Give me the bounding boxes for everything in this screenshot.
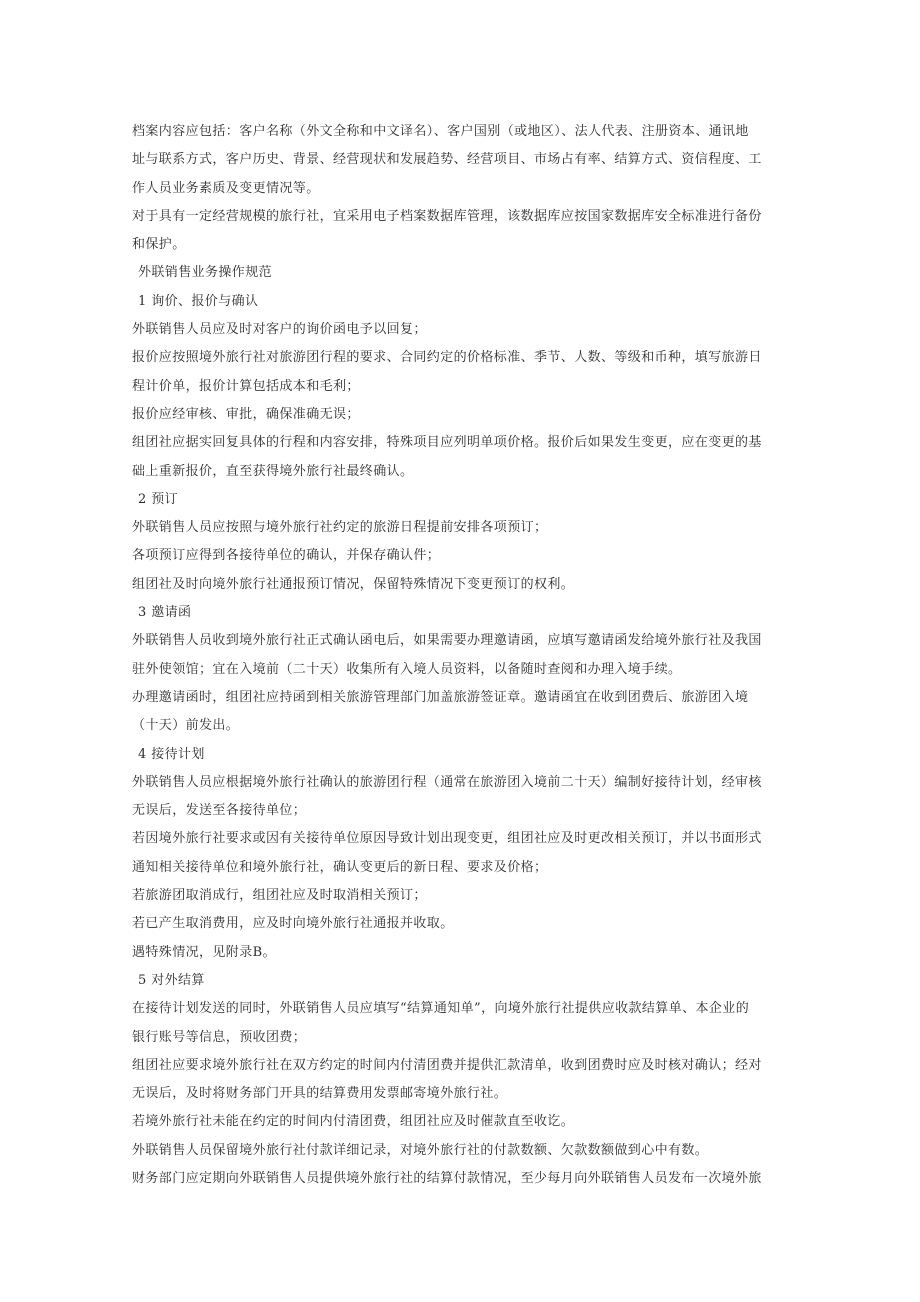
paragraph-line: 和保护。 (132, 237, 186, 253)
paragraph-line: 组团社应要求境外旅行社在双方约定的时间内付清团费并提供汇款清单，收到团费时应及时核对确认；经对 (132, 1057, 762, 1073)
paragraph-line: 遇特殊情况，见附录B。 (132, 944, 276, 960)
paragraph-line: 若旅游团取消成行，组团社应及时取消相关预订； (132, 888, 427, 904)
paragraph-line: 无误后，及时将财务部门开具的结算费用发票邮寄境外旅行社。 (132, 1086, 508, 1102)
paragraph-line: 对于具有一定经营规模的旅行社，宜采用电子档案数据库管理，该数据库应按国家数据库安全标准进行备份 (132, 208, 762, 224)
section-heading: 5 对外结算 (138, 972, 205, 988)
paragraph-line: 外联销售人员应及时对客户的询价函电予以回复； (132, 322, 427, 338)
paragraph-line: 组团社应据实回复具体的行程和内容安排，特殊项目应列明单项价格。报价后如果发生变更，应在变更的基 (132, 435, 762, 451)
paragraph-line: 外联销售人员保留境外旅行社付款详细记录，对境外旅行社的付款数额、欠款数额做到心中有数。 (132, 1142, 709, 1158)
paragraph-line: 通知相关接待单位和境外旅行社，确认变更后的新日程、要求及价格； (132, 859, 548, 875)
paragraph-line: 档案内容应包括：客户名称（外文全称和中文译名）、客户国别（或地区）、法人代表、注册资本、通讯地 (132, 124, 749, 139)
paragraph-line: 若已产生取消费用，应及时向境外旅行社通报并收取。 (132, 916, 454, 932)
paragraph-line: 无误后，发送至各接待单位； (132, 803, 307, 819)
paragraph-line: 外联销售人员应根据境外旅行社确认的旅游团行程（通常在旅游团入境前二十天）编制好接待计划，经审核 (132, 774, 762, 790)
paragraph-line: 各项预订应得到各接待单位的确认，并保存确认件； (132, 548, 441, 564)
paragraph-line: 若境外旅行社未能在约定的时间内付清团费，组团社应及时催款直至收讫。 (132, 1114, 575, 1130)
paragraph-line: 作人员业务素质及变更情况等。 (132, 180, 320, 196)
paragraph-line: 程计价单，报价计算包括成本和毛利； (132, 378, 360, 394)
paragraph-line: 在接待计划发送的同时，外联销售人员应填写“结算通知单”，向境外旅行社提供应收款结算单、本企业的 (132, 1001, 750, 1017)
section-heading: 2 预订 (138, 491, 179, 507)
paragraph-line: 报价应经审核、审批，确保准确无误； (132, 406, 360, 422)
paragraph-line: 驻外使领馆；宜在入境前（二十天）收集所有入境人员资料，以备随时查阅和办理入境手续。 (132, 661, 682, 677)
paragraph-line: 址与联系方式，客户历史、背景、经营现状和发展趋势、经营项目、市场占有率、结算方式、资信程度、工 (132, 152, 762, 168)
paragraph-line: 组团社及时向境外旅行社通报预订情况，保留特殊情况下变更预订的权利。 (132, 576, 575, 592)
paragraph-line: 财务部门应定期向外联销售人员提供境外旅行社的结算付款情况，至少每月向外联销售人员发布一次境外旅 (132, 1170, 762, 1186)
paragraph-line: 础上重新报价，直至获得境外旅行社最终确认。 (132, 463, 414, 479)
paragraph-line: 报价应按照境外旅行社对旅游团行程的要求、合同约定的价格标准、季节、人数、等级和币种，填写旅游日 (132, 350, 762, 366)
paragraph-line: 外联销售人员应按照与境外旅行社约定的旅游日程提前安排各项预订； (132, 520, 548, 536)
section-heading: 1 询价、报价与确认 (138, 293, 259, 309)
paragraph-line: 外联销售人员收到境外旅行社正式确认函电后，如果需要办理邀请函，应填写邀请函发给境外旅行社及我国 (132, 633, 762, 649)
paragraph-line: 银行账号等信息，预收团费； (132, 1029, 307, 1045)
section-heading: 3 邀请函 (138, 605, 192, 621)
section-heading: 外联销售业务操作规范 (138, 265, 273, 281)
paragraph-line: （十天）前发出。 (132, 718, 240, 734)
document-page (132, 118, 788, 1193)
paragraph-line: 办理邀请函时，组团社应持函到相关旅游管理部门加盖旅游签证章。邀请函宜在收到团费后、旅游团入境 (132, 689, 749, 705)
section-heading: 4 接待计划 (138, 746, 205, 762)
paragraph-line: 若因境外旅行社要求或因有关接待单位原因导致计划出现变更，组团社应及时更改相关预订，并以书面形式 (132, 831, 762, 847)
